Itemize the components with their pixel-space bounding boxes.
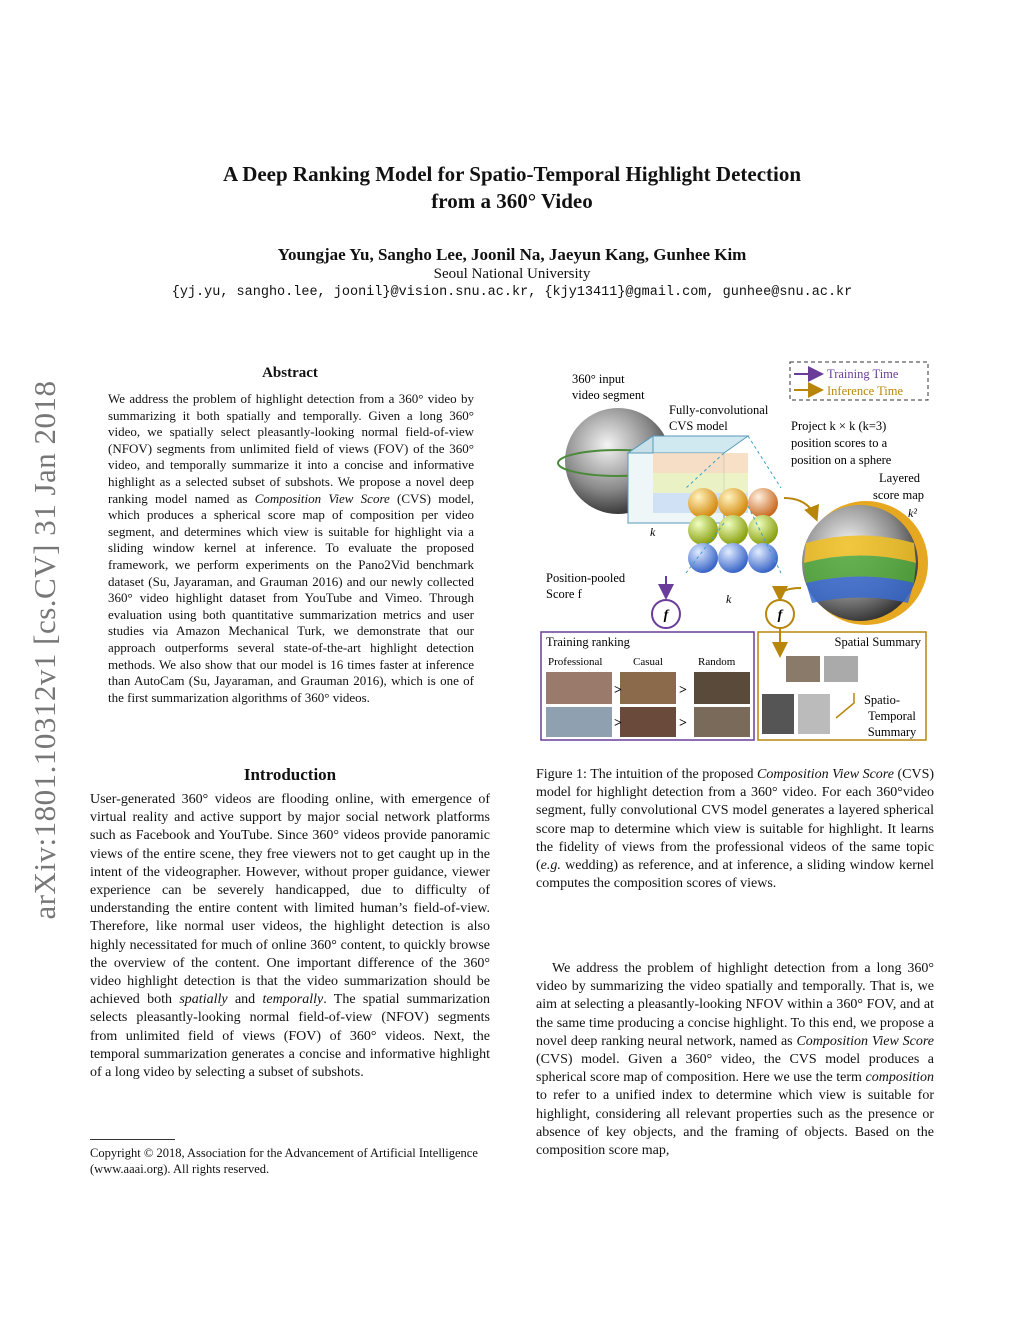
right-column-body [536,960,934,1160]
abstract-body [108,391,474,706]
copyright-footnote: Copyright © 2018, Association for the Advancement of Artificial Intelligence (www.aaai.org). All rights reserved. [90,1146,478,1176]
training-ranking-label: Training ranking [546,635,630,649]
body2-b: (CVS) model. Given a 360° video, the CVS model produces a spherical score map of composition. Here we use the term [536,1052,934,1086]
st-2: Temporal [868,709,916,723]
input-label-2: video segment [572,388,645,402]
infer-arrow [780,588,801,598]
random-label: Random [698,656,736,668]
arxiv-id: arXiv:1801.10312v1 [cs.CV] 31 Jan 2018 [27,380,62,920]
f-train: f [663,608,669,623]
project-3: position on a sphere [791,453,892,467]
emails: {yj.yu, sangho.lee, joonil}@vision.snu.ac.kr, {kjy13411}@gmail.com, gunhee@snu.ac.kr [171,285,853,300]
figure-1 [536,358,936,748]
legend-train: Training Time [827,367,899,381]
casual-label: Casual [633,656,663,668]
title-line-2: from a 360° Video [431,189,593,213]
abstract-heading: Abstract [262,365,318,381]
caption-rest2: wedding) as reference, and at inference, a sliding window kernel computes the composition scores of views. [536,858,935,892]
professional-label: Professional [548,656,603,668]
abstract-p1: We address the problem of highlight detection from a 360° video by summarizing it both spatially and temporally. Given a long 360° video, we spatially select pleasantly-looking normal field-of-view (NFOV) segments from unlimited field of views (FOV) of the 360° video, and temporally summarize it into a concise and informative highlight as a selected subset of subshots. We propose a novel deep ranking model named as [108,391,474,506]
caption-em: Composition View Score [757,767,894,782]
summary-thumbnails [762,656,858,734]
svg-text:>: > [614,683,622,698]
body2-a: We address the problem of highlight detection from a long 360° video by summarizing the video spatially and temporally. That is, we aim at selecting a pleasantly-looking NFOV within a 360° FOV, and at the same time producing a concise highlight. To this end, we propose a novel deep ranking neural network, named as [536,961,934,1049]
project-2: position scores to a [791,436,888,450]
layered-1: Layered [879,471,920,485]
st-arrow [836,693,854,718]
cvs-label-1: Fully-convolutional [669,403,769,417]
pooled-1: Position-pooled [546,571,626,585]
k-label-grid: k [726,592,732,606]
body2-em2: composition [865,1070,934,1086]
paper-title [120,161,904,215]
st-1: Spatio- [863,693,901,707]
intro-body [90,791,490,1082]
intro-heading: Introduction [243,765,337,784]
project-1: Project k × k (k=3) [791,419,887,433]
project-arrow [784,498,816,518]
intro-and: and [234,992,256,1008]
intro-p1a: User-generated 360° videos are flooding online, with emergence of virtual reality and active support by major social network platforms such as Facebook and YouTube. Since 360° videos provide panoramic views of the entire scene, they free viewers not to get caught up in the intent of the videographer. However, without proper guidance, viewer experience can be severely handicapped, due to difficulty of understanding the entire content with limited human’s field-of-view. Therefore, like normal user videos, the highlight detection is also highly necessitated for much of online 360° content, to quickly browse the overview of the content. One important difference of the 360° video highlight detection is that the video summarization should be achieved both [90,792,490,1008]
cvs-label-2: CVS model [669,419,728,433]
body2-c: to refer to a unified index to determine which view is suitable for highlight, considering all relevant properties such as the presence or absence of key objects, and the framing of objects. Based on the composition score map, [536,1088,934,1159]
figure-caption [536,766,934,893]
title-line-1: A Deep Ranking Model for Spatio-Temporal Highlight Detection [222,162,802,186]
st-3: Summary [867,725,917,739]
spatial-summary-label: Spatial Summary [834,635,921,649]
arxiv-stamp [20,350,70,950]
authors: Youngjae Yu, Sangho Lee, Joonil Na, Jaeyun Kang, Gunhee Kim [277,245,747,264]
caption-rest: (CVS) model for highlight detection from a 360° video. For each 360°video segment, fully convolutional CVS model generates a layered spherical score map to determine which view is suitable for highlight. It learns the fidelity of views from the professional videos of the same topic ( [536,767,935,874]
legend-infer: Inference Time [827,384,904,398]
affiliation: Seoul National University [433,266,591,282]
abstract-p1b: (CVS) model, which produces a spherical score map of composition per video segment, and determines which view is suitable for highlight via a sliding window kernel at inference. To evaluate the proposed framework, we perform experiments on the Pano2Vid benchmark dataset (Su, Jayaraman, and Grauman 2016) and our newly collected 360° video highlight dataset from YouTube and Vimeo. Through evaluation using both quantitative summarization metrics and user studies via Amazon Mechanical Turk, we demonstrate that our approach outperforms several state-of-the-art highlight detection methods. We also show that our model is 16 times faster at inference than AutoCam (Su, Jayaraman, and Grauman 2016), which is one of the first summarization algorithms of 360° videos. [108,490,474,705]
k2-label: k² [908,506,917,520]
layered-2: score map [872,488,924,502]
intro-em2: temporally [262,992,324,1008]
abstract-em: Composition View Score [254,490,390,506]
layered-score-sphere [802,501,928,625]
f-infer: f [777,608,783,623]
ranking-thumbnails [546,672,750,737]
footnote-rule [90,1139,175,1140]
k-label-cube: k [650,525,656,539]
svg-text:>: > [679,683,687,698]
svg-text:>: > [679,716,687,731]
intro-p1b: . The spatial summarization selects pleasantly-looking normal field-of-view (NFOV) segments from unlimited field of views (FOV) of 360° videos. Next, the temporal summarization generates a concise and informative highlight of a long video by selecting a subset of subshots. [90,992,491,1081]
caption-prefix: Figure 1: The intuition of the proposed [536,767,754,782]
pooled-2: Score f [546,587,582,601]
caption-eg: e.g. [540,858,561,874]
input-label-1: 360° input [572,372,625,386]
body2-em1: Composition View Score [796,1033,935,1049]
svg-text:>: > [614,716,622,731]
intro-em1: spatially [179,992,228,1008]
